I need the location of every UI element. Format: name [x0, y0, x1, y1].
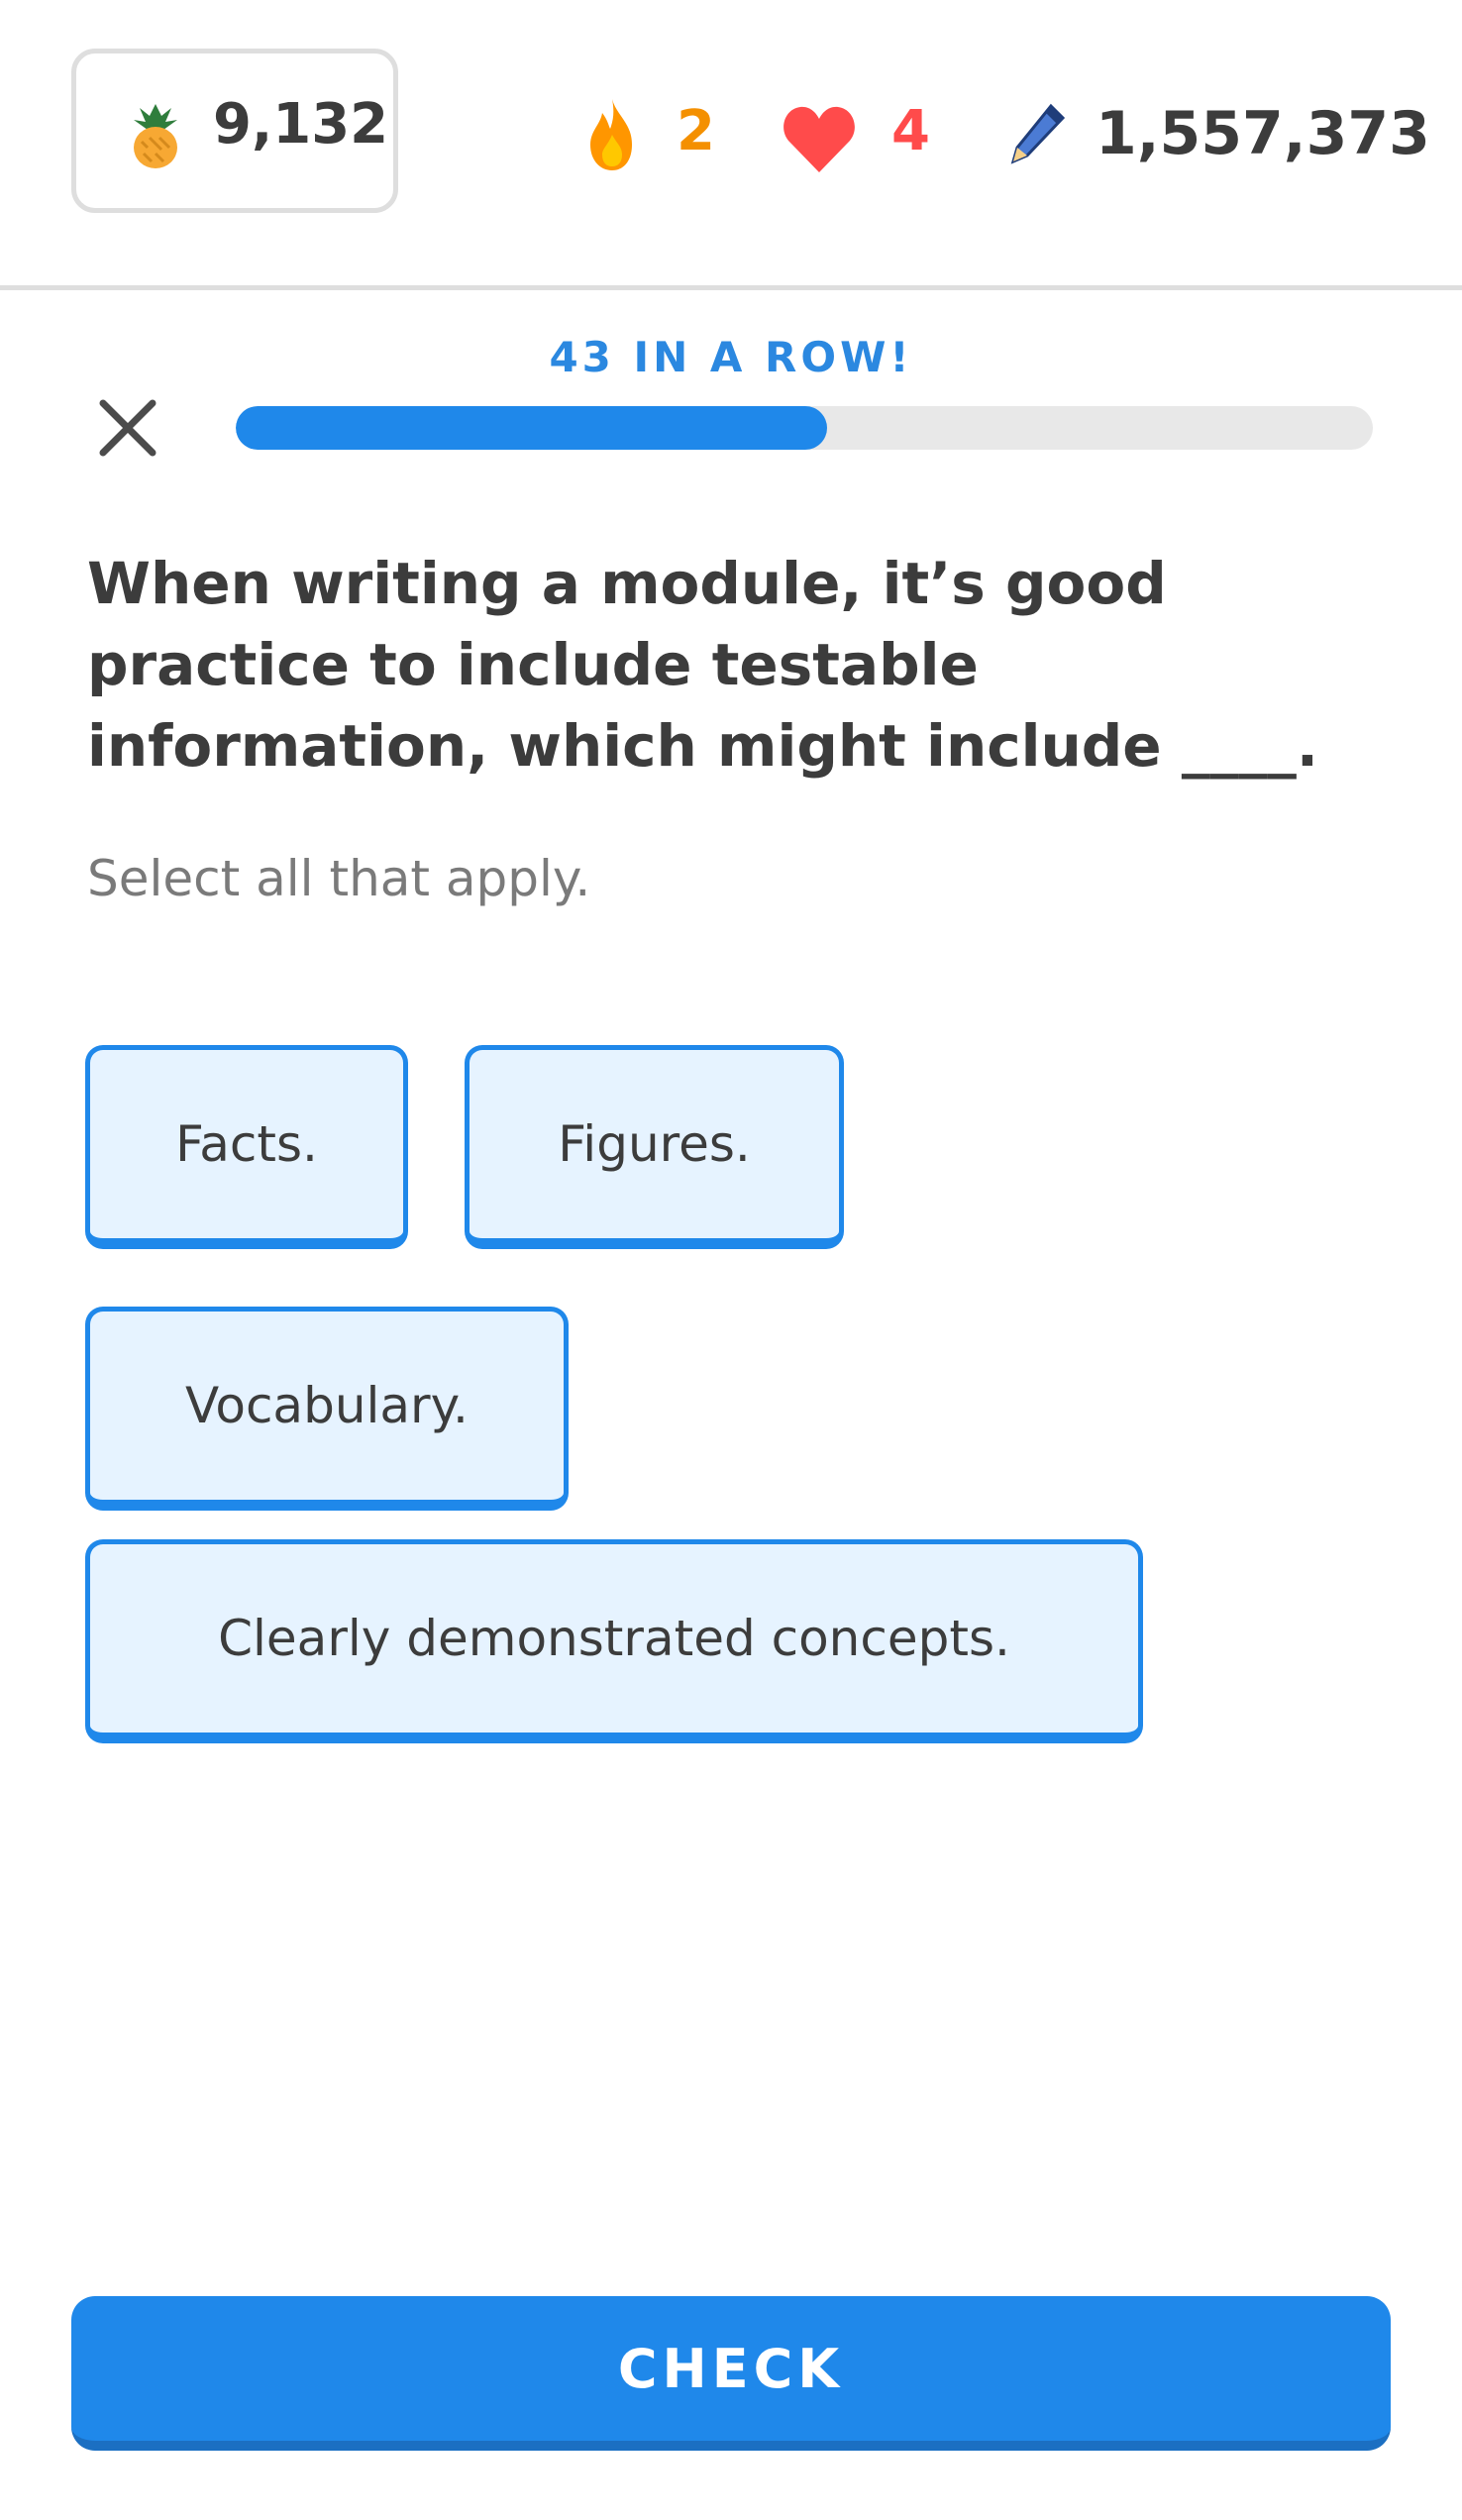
streak-banner: 43 IN A ROW!	[549, 333, 913, 381]
choice-label: Figures.	[558, 1115, 751, 1173]
pineapple-gem-icon	[126, 100, 185, 169]
pencil-icon	[1005, 102, 1067, 167]
choice-label: Facts.	[175, 1115, 318, 1173]
streak-count: 2	[677, 99, 715, 163]
header-divider	[0, 285, 1462, 290]
lesson-progress-fill	[236, 406, 827, 450]
close-icon	[91, 391, 164, 465]
flame-icon	[582, 95, 642, 174]
lesson-progress-bar	[236, 406, 1373, 450]
choice-label: Vocabulary.	[185, 1377, 469, 1434]
choice-clearly-demonstrated-concepts[interactable]	[85, 1539, 1143, 1743]
hearts-count: 4	[891, 99, 930, 163]
close-button[interactable]	[91, 391, 164, 465]
choice-label: Clearly demonstrated concepts.	[218, 1610, 1010, 1667]
question-prompt: When writing a module, it’s good practice to include testable information, which might include ____.	[87, 550, 1318, 780]
gems-count: 9,132	[213, 92, 389, 157]
choice-vocabulary[interactable]	[85, 1307, 569, 1511]
question-instruction: Select all that apply.	[87, 850, 591, 907]
xp-count: 1,557,373	[1096, 99, 1430, 168]
check-button[interactable]: CHECK	[71, 2296, 1391, 2451]
choice-figures[interactable]	[465, 1045, 844, 1249]
heart-icon	[781, 103, 858, 174]
choice-facts[interactable]	[85, 1045, 408, 1249]
